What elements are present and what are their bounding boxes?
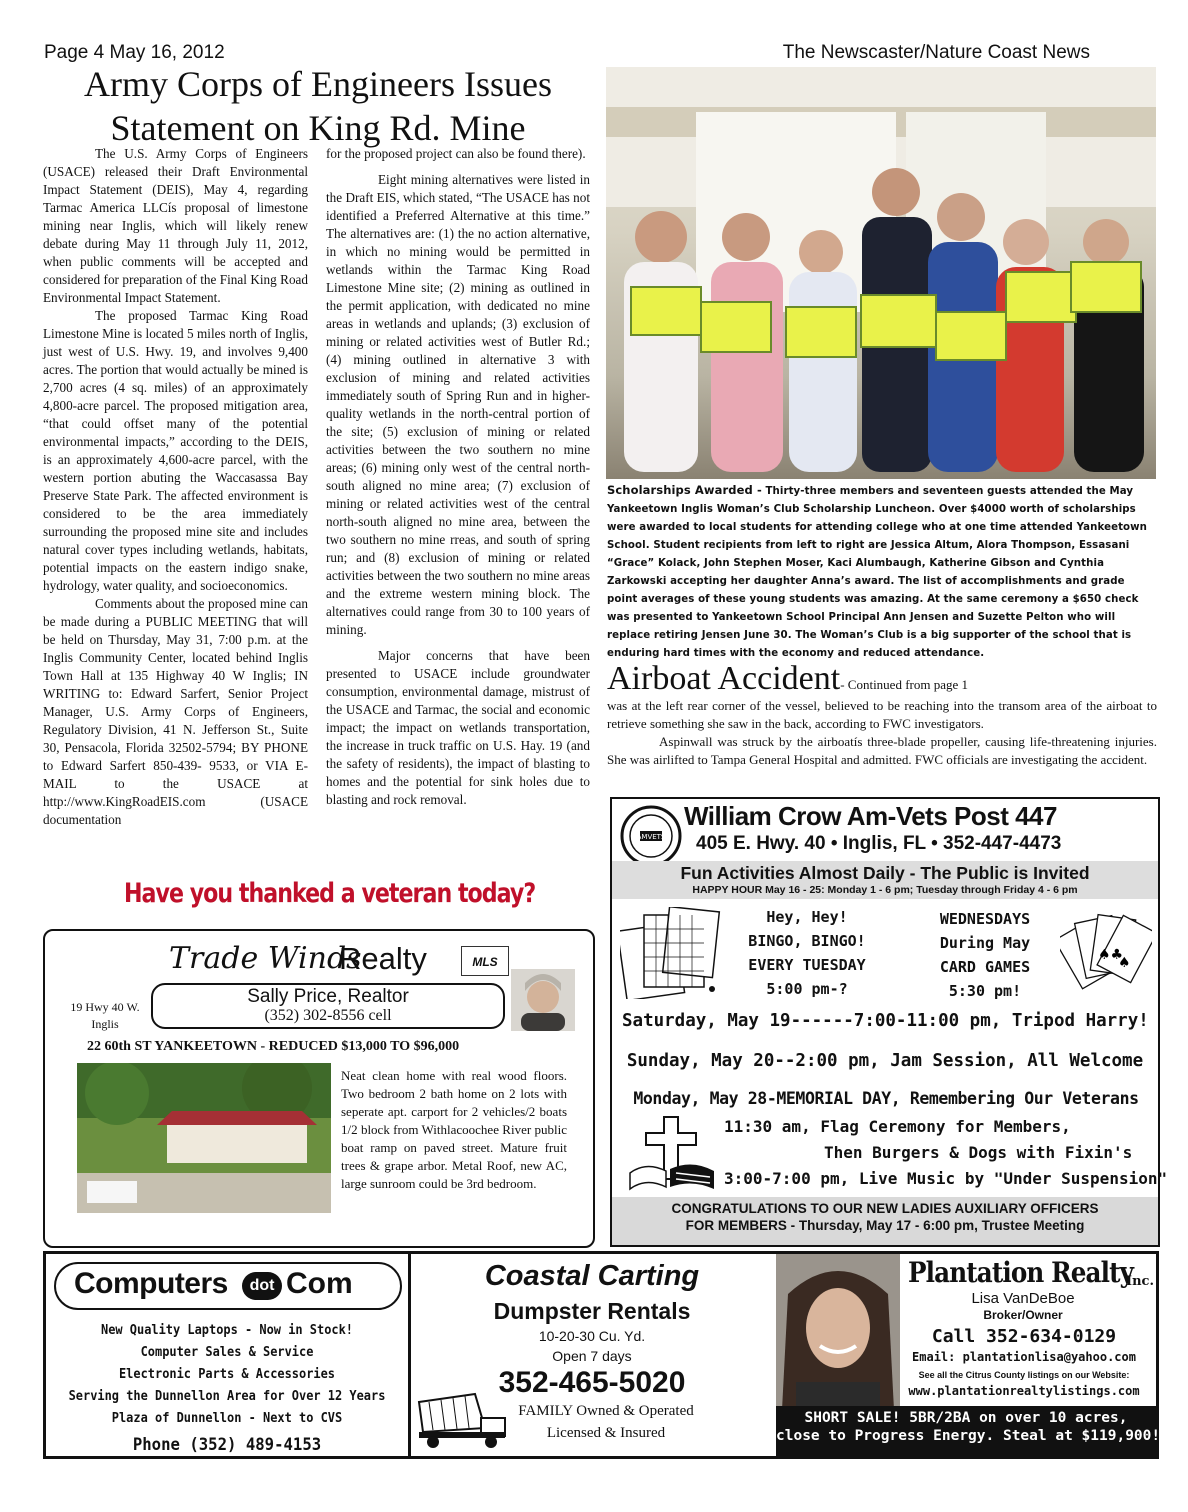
bingo-line: Hey, Hey! (766, 908, 848, 926)
tradewinds-ad (43, 929, 595, 1248)
airboat-continued: - Continued from page 1 (840, 677, 969, 692)
coastal-title: Coastal Carting (484, 1260, 700, 1292)
tradewinds-realty: Realty (339, 941, 427, 976)
headline-line-2: Statement on King Rd. Mine (110, 108, 526, 148)
article-paragraph: Major concerns that have been presented to USACE include groundwater consumption, environmental damage, mistrust of the USACE and Tarmac, the social and economic impact; the impact on wetlands transportation, the increase in truck traffic on U.S. Hay. 19 (and the safety of residents), the impact of blasting to homes and the potential for sink holes due to blasting and rock removal. (326, 648, 590, 807)
plantation-call: Call 352-634-0129 (931, 1326, 1117, 1347)
coastal-phone: 352-465-5020 (498, 1366, 686, 1399)
amvets-sunday: Sunday, May 20--2:00 pm, Jam Session, All Welcome (626, 1051, 1144, 1071)
article-paragraph: Comments about the proposed mine can be made during a PUBLIC MEETING that will be held on Thursday, May 31, 7:00 p.m. at the Inglis Community Center, located behind Inglis Town Hall at 135 Highway 40 W Inglis; IN WRITING to: Edward Sarfert, Senior Project Manager, U.S. Army Corps of Engineers, Regulatory Division, 41 N. Jefferson St., Suite 30, Pensacola, Florida 32502-5794; BY PHONE to Edward Sarfert 850-439- 9533, or VIA E-MAIL to the USACE at http://www.KingRoadEIS.com (USACE documentation (43, 596, 308, 827)
tradewinds-address (59, 999, 151, 1033)
cards-line: WEDNESDAYS (939, 910, 1031, 928)
coastal-owned: FAMILY Owned & Operated (518, 1403, 694, 1419)
article-column-2 (326, 145, 590, 809)
headline-line-1: Army Corps of Engineers Issues (84, 64, 552, 104)
airboat-title: Airboat Accident (607, 660, 841, 697)
broker-photo (776, 1254, 900, 1410)
plantation-sale-band (776, 1406, 1161, 1456)
article-headline (44, 62, 592, 150)
address-line-1: 19 Hwy 40 W. (70, 1000, 140, 1014)
amvets-saturday: Saturday, May 19------7:00-11:00 pm, Tripod Harry! (622, 1011, 1149, 1031)
bingo-line: 5:00 pm-? (766, 980, 848, 998)
airboat-body (607, 697, 1157, 769)
amvets-monday-3: Then Burgers & Dogs with Fixin's (824, 1143, 1133, 1162)
bingo-cards-icon (620, 907, 722, 999)
plantation-sale-1: SHORT SALE! 5BR/2BA on over 10 acres, (804, 1410, 1128, 1426)
listing-title: 22 60th ST YANKEETOWN - REDUCED $13,000 TO $96,000 (87, 1039, 460, 1054)
coastal-open: Open 7 days (552, 1348, 632, 1364)
page-date: Page 4 May 16, 2012 (44, 42, 225, 63)
amvets-monday-2: 11:30 am, Flag Ceremony for Members, (724, 1117, 1071, 1136)
dumpster-truck-icon (415, 1392, 509, 1450)
plantation-email: Email: plantationlisa@yahoo.com (912, 1350, 1136, 1364)
cards-line: 5:30 pm! (948, 982, 1022, 1000)
amvets-footer (612, 1197, 1158, 1245)
logo-com: Com (286, 1267, 353, 1300)
svg-text:AMVETS: AMVETS (636, 833, 666, 841)
computers-line: Plaza of Dunnellon - Next to CVS (111, 1411, 343, 1426)
computers-line: New Quality Laptops - Now in Stock! (100, 1323, 354, 1338)
logo-dot: dot (242, 1272, 282, 1300)
mls-badge: MLS (461, 946, 509, 976)
amvets-seal-icon (620, 805, 682, 867)
computers-line: Serving the Dunnellon Area for Over 12 Years (68, 1389, 386, 1404)
computers-lines (60, 1320, 393, 1456)
svg-text:♠♣: ♠♣ (1098, 947, 1124, 963)
publication-name: The Newscaster/Nature Coast News (782, 42, 1090, 63)
coastal-ad (411, 1254, 773, 1456)
scholarship-photo (606, 67, 1156, 479)
coastal-subtitle: Dumpster Rentals (493, 1298, 691, 1324)
plantation-sale-2: close to Progress Energy. Steal at $119,900! (776, 1428, 1161, 1444)
amvets-monday-4: 3:00-7:00 pm, Live Music by "Under Suspension" (724, 1169, 1168, 1188)
plantation-logo (908, 1258, 1152, 1288)
coastal-licensed: Licensed & Insured (546, 1425, 666, 1441)
photo-caption (607, 481, 1157, 663)
article-paragraph: for the proposed project can also be found there). (326, 146, 586, 161)
amvets-ad (610, 797, 1168, 1247)
computers-phone: Phone (352) 489-4153 (132, 1435, 322, 1455)
logo-computers: Computers (74, 1267, 228, 1300)
article-column-1 (43, 145, 308, 829)
amvets-monday: Monday, May 28-MEMORIAL DAY, Remembering Our Veterans (633, 1089, 1139, 1108)
computers-line: Computer Sales & Service (140, 1345, 314, 1360)
agent-phone: (352) 302-8556 cell (264, 1007, 392, 1024)
plantation-see: See all the Citrus County listings on our Website: (918, 1370, 1130, 1380)
coastal-sizes: 10-20-30 Cu. Yd. (538, 1328, 646, 1344)
plantation-web: www.plantationrealtylistings.com (908, 1384, 1140, 1398)
computers-ad (46, 1254, 411, 1456)
article-paragraph: The U.S. Army Corps of Engineers (USACE) released their Draft Environmental Impact Statement (DEIS), May 4, regarding Tarmac America LLCís proposal of limestone mining near Inglis, which will likely renew debate during May 11 through July 11, 2012, when public comments will be accepted and considered for preparation of the Final King Road Environmental Impact Statement. (43, 146, 308, 305)
address-line-2: Inglis (91, 1017, 119, 1031)
cards-line: CARD GAMES (939, 958, 1031, 976)
plantation-ad (776, 1254, 1161, 1456)
amvets-fun-band (612, 861, 1158, 899)
amvets-address: 405 E. Hwy. 40 • Inglis, FL • 352-447-4473 (696, 833, 1062, 854)
airboat-paragraph: was at the left rear corner of the vessel, believed to be reaching into the transom area of the airboat to retrieve something she saw in the back, according to FWC investigators. (607, 698, 1157, 731)
scholarship-photo-graphic (606, 67, 1156, 479)
plantation-inc: Inc. (1126, 1274, 1154, 1289)
airboat-paragraph: Aspinwall was struck by the airboatís three-blade propeller, causing life-threatening injuries. She was airlifted to Tampa General Hospital and admitted. FWC officials are investigating the accident. (607, 734, 1157, 767)
plantation-name: Lisa VanDeBoe (971, 1290, 1075, 1307)
amvets-fun: Fun Activities Almost Daily - The Public is Invited (680, 863, 1090, 883)
caption-text: Thirty-three members and seventeen guests attended the May Yankeetown Inglis Woman’s Club Scholarship Luncheon. Over $4000 worth of scholarships were awarded to local students for attending college who at one time attended Yankeetown School. Student recipients from left to right are Jessica Altum, Alora Thompson, Essasani “Grace” Kolack, John Stephen Moser, Kaci Alumbaugh, Katherine Gibson and Cynthia Zarkowski accepting her daughter Anna’s award. The list of accomplishments and grade point averages of these young students was amazing. At the same ceremony a $650 check was presented to Yankeetown School Principal Ann Jensen and Suzette Pelton who will replace retiring Jensen June 30. The Woman’s Club is a big supporter of the school that is enduring hard times with the economy and reduced attendance. (607, 486, 1148, 659)
amvets-happy-hour: HAPPY HOUR May 16 - 25: Monday 1 - 6 pm; Tuesday through Friday 4 - 6 pm (692, 884, 1078, 896)
svg-text:♠: ♠ (1118, 955, 1131, 971)
plantation-role: Broker/Owner (983, 1308, 1063, 1322)
computers-line: Electronic Parts & Accessories (118, 1367, 336, 1382)
veteran-banner: Have you thanked a veteran today? (124, 878, 536, 909)
caption-lead: Scholarships Awarded - (607, 483, 762, 497)
playing-cards-icon (1060, 911, 1152, 993)
cards-line: During May (939, 934, 1031, 952)
tradewinds-brand: Trade Winds (169, 941, 362, 976)
agent-name: Sally Price, Realtor (247, 986, 409, 1007)
bingo-line: BINGO, BINGO! (748, 932, 866, 950)
amvets-title: William Crow Am-Vets Post 447 (684, 801, 1057, 831)
amvets-footer-1: CONGRATULATIONS TO OUR NEW LADIES AUXILIARY OFFICERS (671, 1201, 1099, 1216)
article-paragraph: Eight mining alternatives were listed in the Draft EIS, which stated, “The USACE has not identified a Preferred Alternative at this time.” The alternatives are: (1) the no action alternative, in which no mining would be permitted in wetlands within the Tarmac King Road Limestone Mine site; (2) mining as outlined in the permit application, with dedicated no mine areas in wetlands and uplands; (3) exclusion of mining or related activities west of Butler Rd.; (4) mining outlined in alternative 3 with exclusion of mining and related activities immediately south of Spring Run and in higher-quality wetlands in the north-central portion of the site; (5) exclusion of mining or related activities between the two southern no mine areas; (6) mining only west of the central north-south aligned no mine area; (7) exclusion of mining or related activities west of the central north-south aligned no mine area, between the two southern no mine rreas, and south of spring run; and (8) exclusion of mining or related activities between the two southern no mine areas and the extreme western mining block. The alternatives could range from 30 to 100 years of mining. (326, 172, 590, 637)
agent-photo (511, 969, 575, 1031)
bingo-text (724, 905, 890, 1001)
plantation-logo-text: Plantation Realty (908, 1256, 1134, 1289)
cards-text (910, 907, 1060, 1003)
house-photo (77, 1063, 331, 1213)
amvets-footer-2: FOR MEMBERS - Thursday, May 17 - 6:00 pm, Trustee Meeting (685, 1218, 1085, 1233)
listing-text: Neat clean home with real wood floors. Two bedroom 2 bath home on 2 lots with seperate apt. carport for 2 vehicles/2 boats 1/2 block from Withlacoochee River public boat ramp on paved street. Mature fruit trees & grape arbor. Metal Roof, new AC, large sunroom could be 3rd bedroom. (341, 1068, 567, 1191)
bingo-line: EVERY TUESDAY (748, 956, 866, 974)
agent-box (151, 983, 505, 1029)
computers-logo (54, 1262, 402, 1310)
article-paragraph: The proposed Tarmac King Road Limestone Mine is located 5 miles north of Inglis, just west of U.S. Hwy. 19, and involves 9,400 acres. The portion that would actually be mined is 2,700 acres (4 sq. miles) of an approximately 4,800-acre parcel. The proposed mitigation area, “that could offset many of the potential environmental impacts,” according to the DEIS, is an approximately 4,600-acre parcel, with the western portion abuting the Waccasassa Bay Preserve State Park. The affected environment is considered to be the area immediately surrounding the proposed mine site and includes natural cover types including wetlands, habitats, potential impacts on the eastern indigo snake, hydrology, water quality, and socioeconomics. (43, 308, 308, 593)
memorial-cross-icon (626, 1113, 718, 1195)
coastal-footer (511, 1400, 701, 1444)
